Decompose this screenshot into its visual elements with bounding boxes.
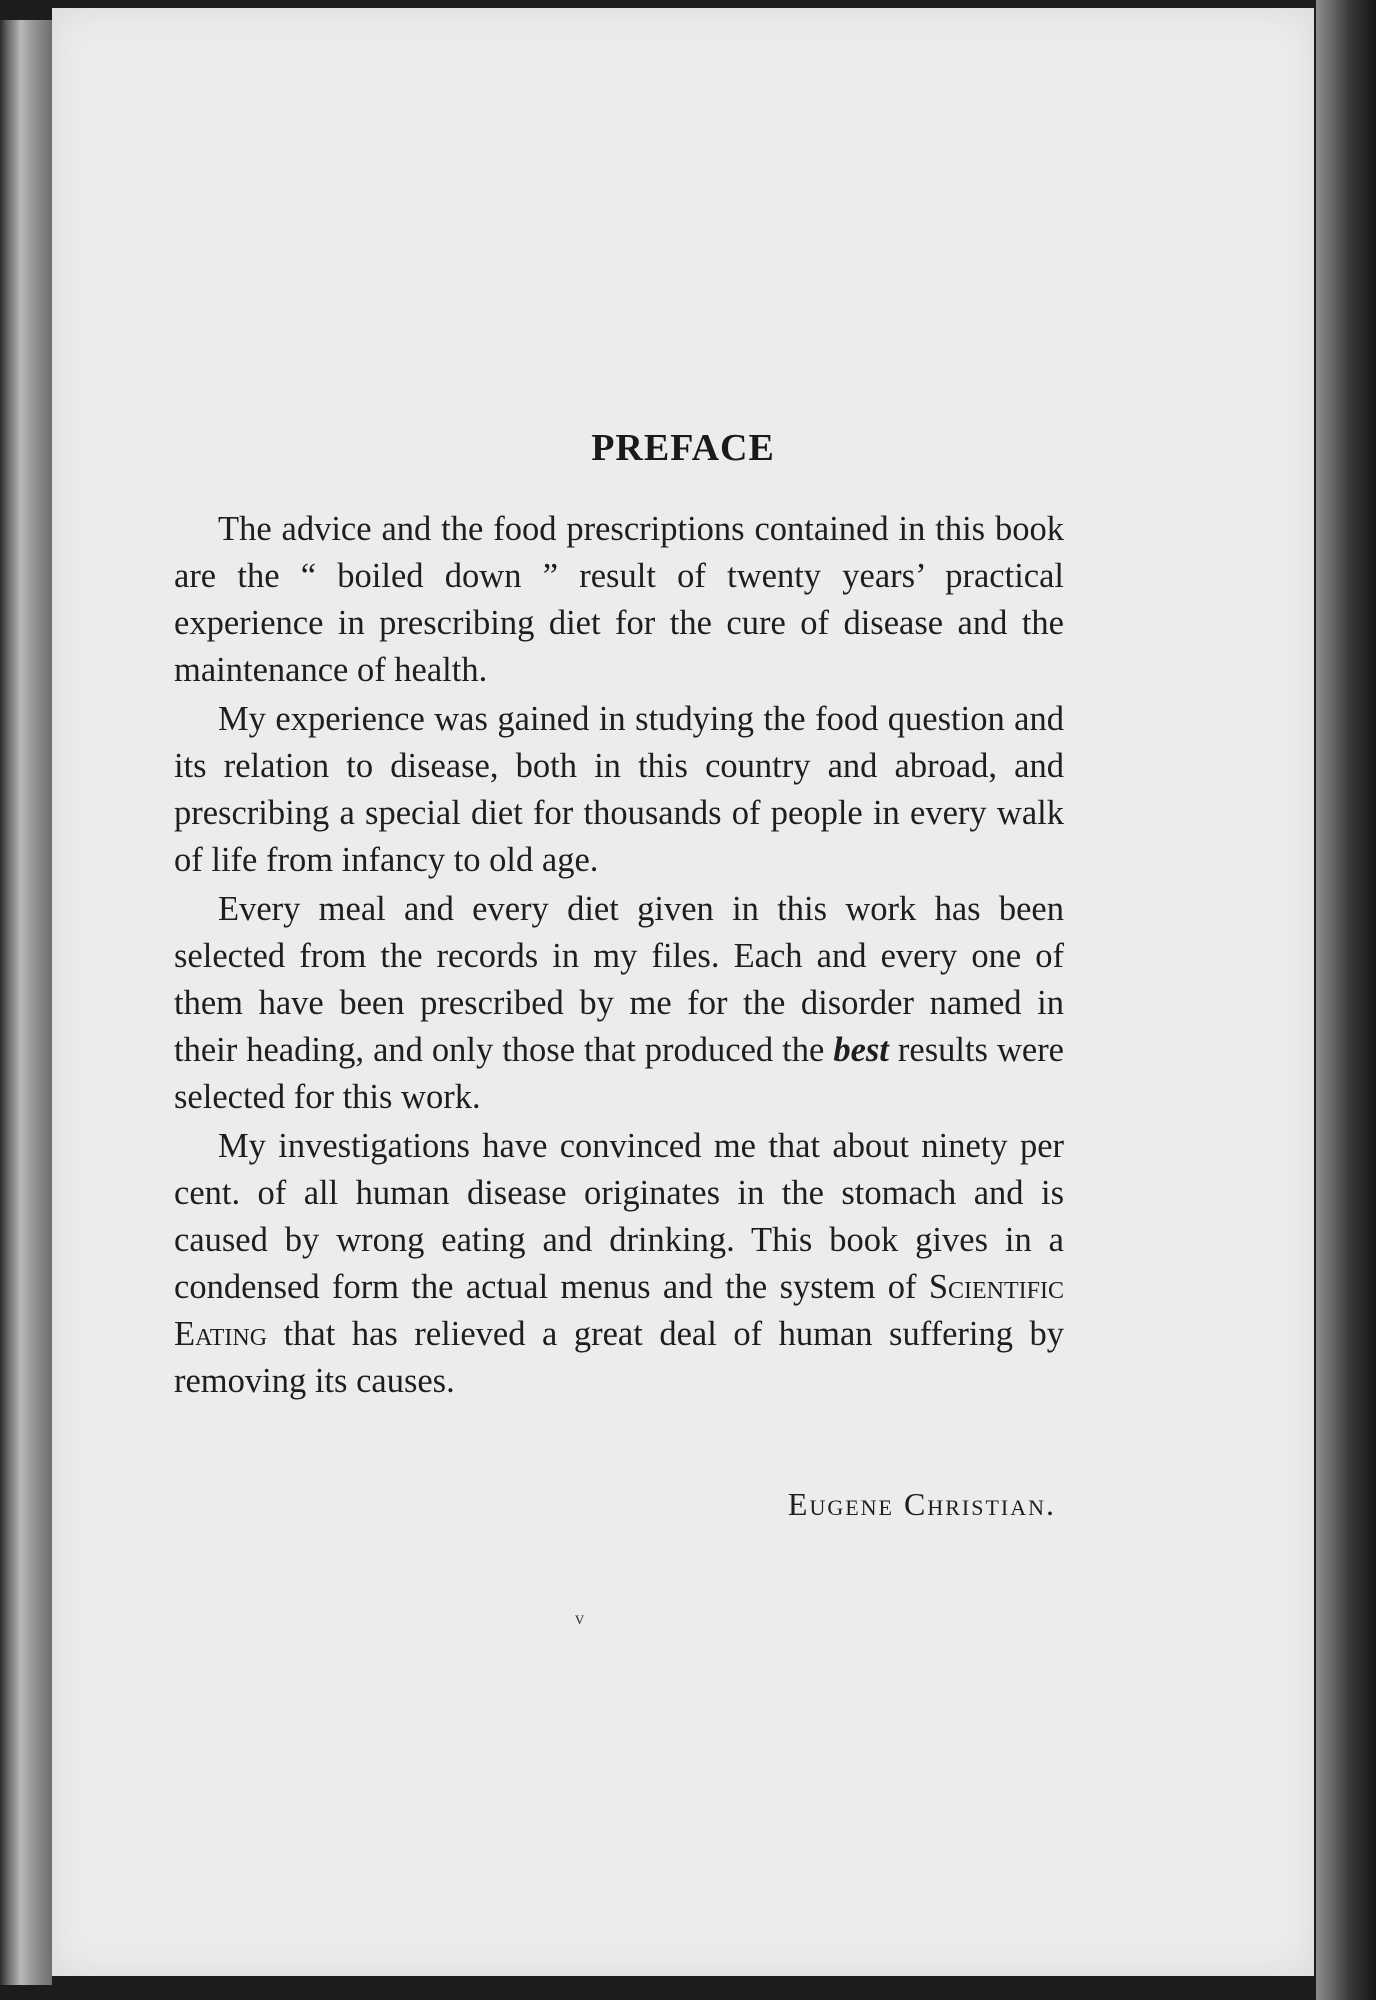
book-page xyxy=(52,8,1314,1976)
page-mark: v xyxy=(575,1608,584,1628)
paragraph-4-text-after: that has relieved a great deal of human suffering by removing its causes. xyxy=(174,1315,1064,1400)
small-caps-term: Scientific Eating xyxy=(174,1268,1064,1353)
paragraph-2-text: My experience was gained in studying the food question and its relation to disease, both in this country and abroad, and prescribing a special diet for thousands of people in every walk of life from infancy to old age. xyxy=(174,700,1064,879)
paragraph-4-text-before: My investigations have convinced me that about ninety per cent. of all human disease originates in the stomach and is caused by wrong eating and drinking. This book gives in a condensed form the actual menus and the system of xyxy=(174,1127,1064,1306)
paragraph-4 xyxy=(174,1123,1064,1405)
emphasized-word: best xyxy=(833,1031,889,1069)
preface-body xyxy=(174,506,1064,1405)
paragraph-1-text: The advice and the food prescriptions contained in this book are the “ boiled down ” result of twenty years’ practical experience in prescribing diet for the cure of disease and the maintenance of health. xyxy=(174,510,1064,689)
book-spine-edge xyxy=(0,20,52,1985)
paragraph-1 xyxy=(174,506,1064,694)
paragraph-2 xyxy=(174,696,1064,884)
page-title: PREFACE xyxy=(591,427,775,469)
author-signature: Eugene Christian. xyxy=(787,1486,1056,1522)
paragraph-3-text-before: Every meal and every diet given in this work has been selected from the records in my files. Each and every one of them have been prescribed by me for the disorder named in their heading, and only those that produced the xyxy=(174,890,1064,1069)
paragraph-3 xyxy=(174,886,1064,1121)
book-cover-edge xyxy=(1316,0,1376,2000)
paragraph-3-text-after: results were selected for this work. xyxy=(174,1031,1064,1116)
